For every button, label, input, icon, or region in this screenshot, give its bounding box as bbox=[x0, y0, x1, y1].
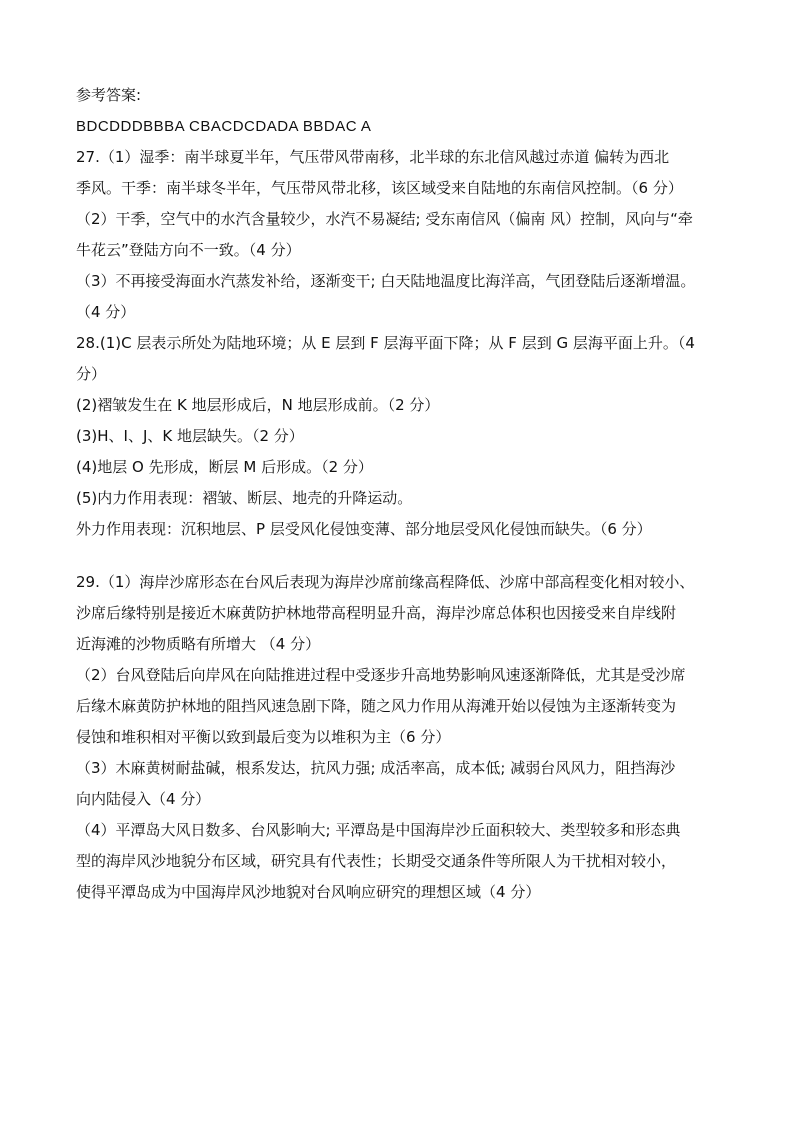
q29-line: 沙席后缘特别是接近木麻黄防护林地带高程明显升高，海岸沙席总体积也因接受来自岸线附 bbox=[76, 604, 677, 622]
q29-line: 近海滩的沙物质略有所增大 （4 分） bbox=[76, 635, 321, 653]
header-label: 参考答案: bbox=[76, 86, 142, 104]
q27-line: （3）不再接受海面水汽蒸发补给，逐渐变干; 白天陆地温度比海洋高，气团登陆后逐渐增温。 bbox=[76, 272, 696, 290]
q29-line: （3）木麻黄树耐盐碱，根系发达，抗风力强; 成活率高，成本低; 减弱台风风力，阻挡海沙 bbox=[76, 759, 676, 777]
q28-line: 分） bbox=[76, 365, 107, 383]
question-28 bbox=[76, 328, 736, 545]
question-29 bbox=[76, 567, 736, 908]
answer-sheet bbox=[76, 80, 736, 908]
q28-line: (5)内力作用表现：褶皱、断层、地壳的升降运动。 bbox=[76, 489, 413, 507]
q29-line: 使得平潭岛成为中国海岸风沙地貌对台风响应研究的理想区域（4 分） bbox=[76, 883, 541, 901]
q29-line: （4）平潭岛大风日数多、台风影响大; 平潭岛是中国海岸沙丘面积较大、类型较多和形态典 bbox=[76, 821, 681, 839]
q29-line: 型的海岸风沙地貌分布区域，研究具有代表性；长期受交通条件等所限人为干扰相对较小， bbox=[76, 852, 677, 870]
q28-line: 28.(1)C 层表示所处为陆地环境；从 E 层到 F 层海平面下降；从 F 层到 G 层海平面上升。（4 bbox=[76, 334, 695, 352]
q28-line: (3)H、I、J、K 地层缺失。（2 分） bbox=[76, 427, 304, 445]
multiple-choice-answers: BDCDDDBBBA CBACDCDADA BBDAC A bbox=[76, 118, 372, 135]
q27-line: （4 分） bbox=[76, 303, 136, 321]
q29-line: 向内陆侵入（4 分） bbox=[76, 790, 211, 808]
q27-line: （2）干季，空气中的水汽含量较少，水汽不易凝结; 受东南信风（偏南 风）控制，风向与“牵 bbox=[76, 210, 693, 228]
q28-line: 外力作用表现：沉积地层、P 层受风化侵蚀变薄、部分地层受风化侵蚀而缺失。（6 分） bbox=[76, 520, 652, 538]
q27-line: 季风。干季：南半球冬半年，气压带风带北移，该区域受来自陆地的东南信风控制。（6 分） bbox=[76, 179, 683, 197]
q27-line: 27.（1）湿季：南半球夏半年，气压带风带南移，北半球的东北信风越过赤道 偏转为西北 bbox=[76, 148, 670, 166]
q29-line: 29.（1）海岸沙席形态在台风后表现为海岸沙席前缘高程降低、沙席中部高程变化相对较小、 bbox=[76, 573, 695, 591]
q28-line: (4)地层 O 先形成，断层 M 后形成。（2 分） bbox=[76, 458, 373, 476]
q29-line: （2）台风登陆后向岸风在向陆推进过程中受逐步升高地势影响风速逐渐降低，尤其是受沙席 bbox=[76, 666, 686, 684]
q28-line: (2)褶皱发生在 K 地层形成后，N 地层形成前。（2 分） bbox=[76, 396, 440, 414]
question-27 bbox=[76, 142, 736, 328]
q29-line: 后缘木麻黄防护林地的阻挡风速急剧下降，随之风力作用从海滩开始以侵蚀为主逐渐转变为 bbox=[76, 697, 677, 715]
q29-line: 侵蚀和堆积相对平衡以致到最后变为以堆积为主（6 分） bbox=[76, 728, 451, 746]
section-gap bbox=[76, 545, 736, 567]
q27-line: 牛花云”登陆方向不一致。（4 分） bbox=[76, 241, 301, 259]
